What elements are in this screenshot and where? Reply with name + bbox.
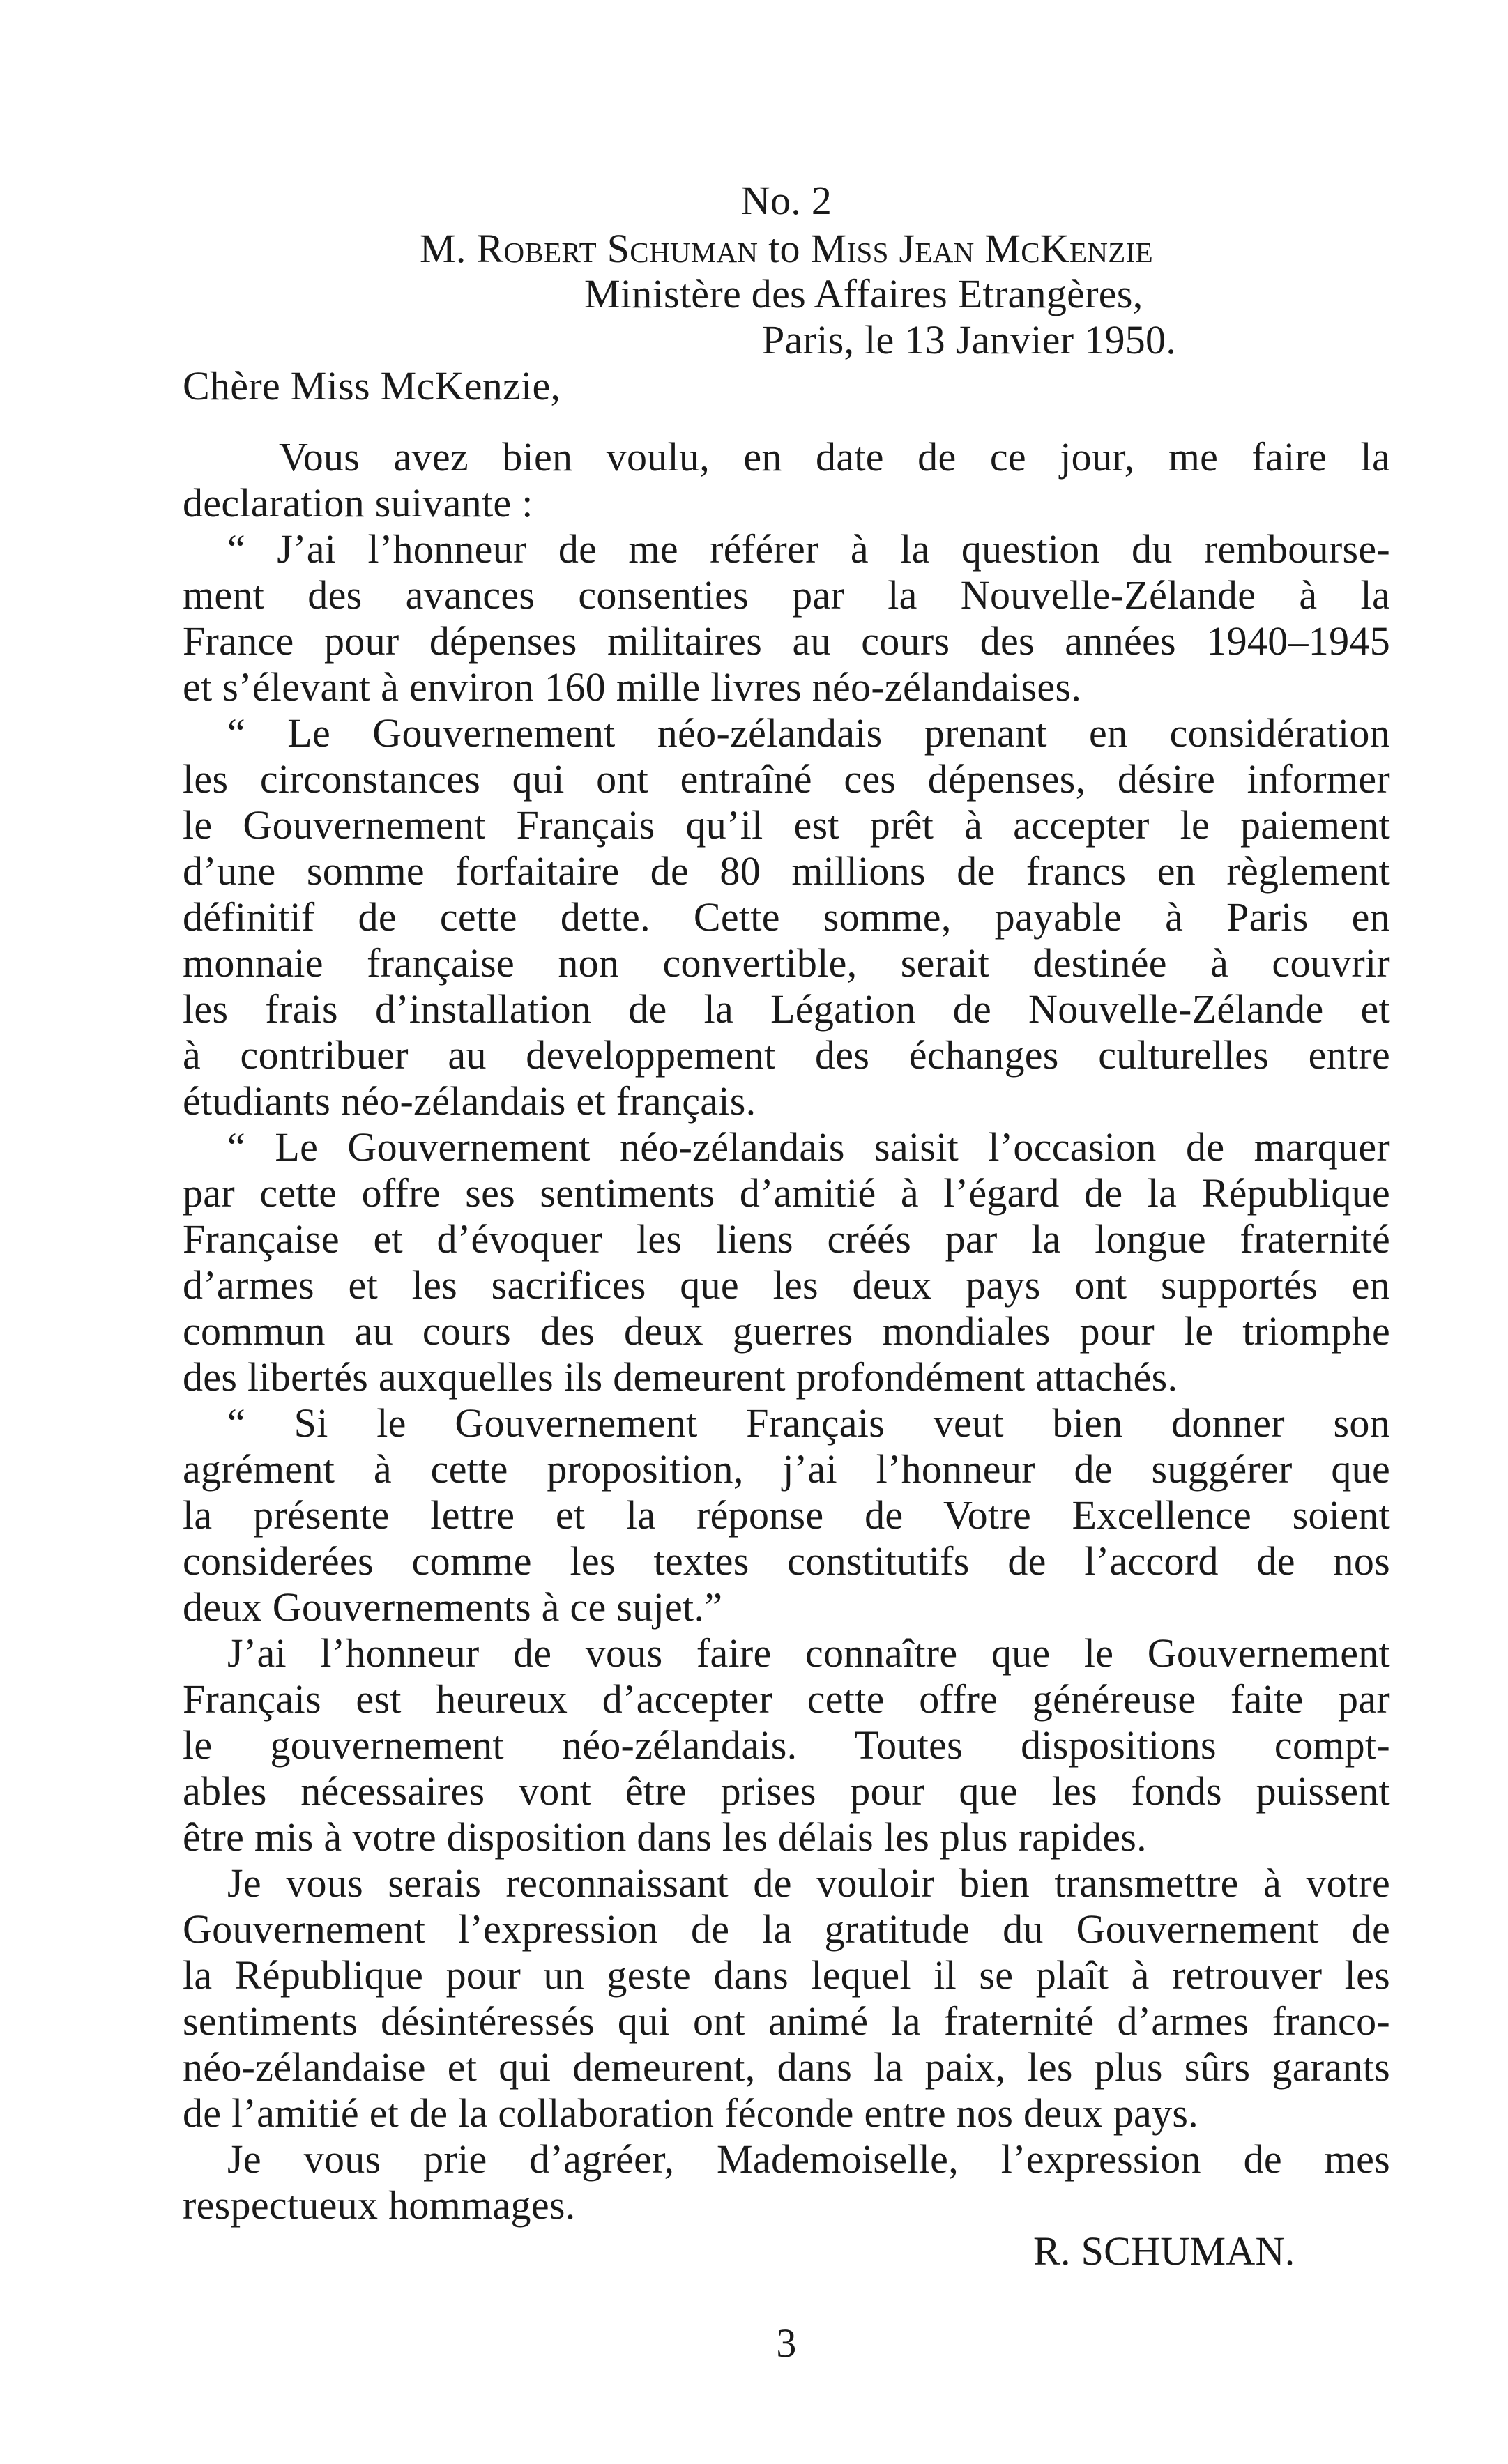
body-line: deux Gouvernements à ce sujet.” (183, 1584, 723, 1630)
body-line: étudiants néo-zélandais et français. (183, 1078, 756, 1124)
body-line: de l’amitié et de la collaboration féconde entre nos deux pays. (183, 2090, 1199, 2136)
body-line: France pour dépenses militaires au cours des années 1940–1945 (183, 618, 1390, 664)
body-line: la présente lettre et la réponse de Votre Excellence soient (183, 1492, 1390, 1538)
body-line: Vous avez bien voulu, en date de ce jour, me faire la (279, 434, 1390, 480)
body-line: monnaie française non convertible, serait destinée à couvrir (183, 940, 1390, 986)
body-line: des libertés auxquelles ils demeurent profondément attachés. (183, 1354, 1178, 1400)
body-line: le gouvernement néo-zélandais. Toutes dispositions compt- (183, 1722, 1390, 1768)
body-line: d’une somme forfaitaire de 80 millions de francs en règlement (183, 848, 1390, 894)
body-line: Je vous prie d’agréer, Mademoiselle, l’expression de mes (227, 2136, 1390, 2182)
body-line: Gouvernement l’expression de la gratitude du Gouvernement de (183, 1906, 1390, 1952)
letter-heading (183, 227, 1390, 271)
body-line: ables nécessaires vont être prises pour que les fonds puissent (183, 1768, 1390, 1814)
body-line: “ Si le Gouvernement Français veut bien donner son (227, 1400, 1390, 1446)
body-line: par cette offre ses sentiments d’amitié à l’égard de la République (183, 1170, 1390, 1216)
body-line: Français est heureux d’accepter cette offre généreuse faite par (183, 1676, 1390, 1722)
place-date-line: Paris, le 13 Janvier 1950. (762, 317, 1177, 362)
heading-sender: Robert Schuman (476, 226, 759, 271)
body-line: ment des avances consenties par la Nouvelle-Zélande à la (183, 572, 1390, 618)
body-line: les circonstances qui ont entraîné ces dépenses, désire informer (183, 756, 1390, 802)
body-line: les frais d’installation de la Légation de Nouvelle-Zélande et (183, 986, 1390, 1032)
body-line: commun au cours des deux guerres mondiales pour le triomphe (183, 1308, 1390, 1354)
signature: R. SCHUMAN. (1033, 2228, 1295, 2274)
body-line: Française et d’évoquer les liens créés par la longue fraternité (183, 1216, 1390, 1262)
body-line: agrément à cette proposition, j’ai l’honneur de suggérer que (183, 1446, 1390, 1492)
body-line: et s’élevant à environ 160 mille livres néo-zélandaises. (183, 664, 1082, 710)
body-line: à contribuer au developpement des échanges culturelles entre (183, 1032, 1390, 1078)
body-line: le Gouvernement Français qu’il est prêt à accepter le paiement (183, 802, 1390, 848)
body-line: respectueux hommages. (183, 2182, 576, 2228)
heading-recipient: Miss Jean McKenzie (810, 226, 1153, 271)
document-number: No. 2 (740, 178, 832, 223)
body-line: “ J’ai l’honneur de me référer à la question du rembourse- (227, 526, 1390, 572)
body-line: declaration suivante : (183, 480, 533, 526)
body-line: considerées comme les textes constitutifs de l’accord de nos (183, 1538, 1390, 1584)
body-line: sentiments désintéressés qui ont animé la fraternité d’armes franco- (183, 1998, 1390, 2044)
body-line: J’ai l’honneur de vous faire connaître que le Gouvernement (227, 1630, 1390, 1676)
heading-prefix: M. (420, 226, 477, 271)
body-line: Je vous serais reconnaissant de vouloir bien transmettre à votre (227, 1860, 1390, 1906)
document-page (183, 0, 1390, 2464)
body-line: définitif de cette dette. Cette somme, payable à Paris en (183, 894, 1390, 940)
heading-to-word: to (758, 226, 811, 271)
body-line: néo-zélandaise et qui demeurent, dans la paix, les plus sûrs garants (183, 2044, 1390, 2090)
body-line: “ Le Gouvernement néo-zélandais prenant en considération (227, 710, 1390, 756)
page-number: 3 (776, 2320, 797, 2366)
salutation: Chère Miss McKenzie, (183, 363, 561, 408)
ministry-line: Ministère des Affaires Etrangères, (584, 271, 1143, 316)
body-line: la République pour un geste dans lequel il se plaît à retrouver les (183, 1952, 1390, 1998)
body-line: être mis à votre disposition dans les délais les plus rapides. (183, 1814, 1147, 1860)
body-line: “ Le Gouvernement néo-zélandais saisit l’occasion de marquer (227, 1124, 1390, 1170)
body-line: d’armes et les sacrifices que les deux pays ont supportés en (183, 1262, 1390, 1308)
